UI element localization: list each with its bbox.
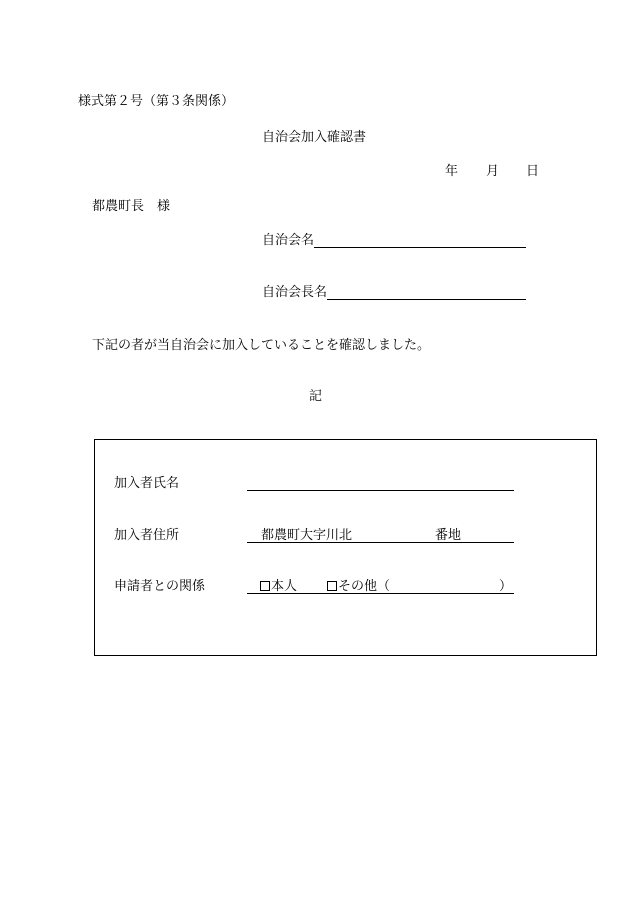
member-address-field[interactable] [247,542,514,543]
address-suffix: 番地 [435,528,462,543]
other-checkbox[interactable] [327,581,337,591]
close-paren: ） [499,579,513,594]
month-label: 月 [486,164,500,179]
association-head-label: 自治会長名 [262,285,328,300]
member-name-field[interactable] [247,490,514,491]
option-self-label: 本人 [271,579,298,594]
address-prefix: 都農町大字川北 [261,528,353,543]
addressee: 都農町長 様 [92,199,171,214]
association-head-field[interactable] [327,299,526,300]
member-name-label: 加入者氏名 [114,476,180,491]
day-label: 日 [526,164,540,179]
year-label: 年 [445,164,459,179]
self-checkbox[interactable] [260,581,270,591]
relation-label: 申請者との関係 [114,579,206,594]
association-name-label: 自治会名 [262,233,315,248]
member-info-box [94,439,597,656]
member-address-label: 加入者住所 [114,528,180,543]
ki-heading: 記 [309,389,323,404]
option-other-label: その他（ [338,579,391,594]
document-title: 自治会加入確認書 [262,130,367,145]
relation-field[interactable] [247,593,514,594]
association-name-field[interactable] [314,247,526,248]
confirmation-statement: 下記の者が当自治会に加入していることを確認しました。 [92,338,431,353]
form-number: 様式第２号（第３条関係） [78,94,235,109]
